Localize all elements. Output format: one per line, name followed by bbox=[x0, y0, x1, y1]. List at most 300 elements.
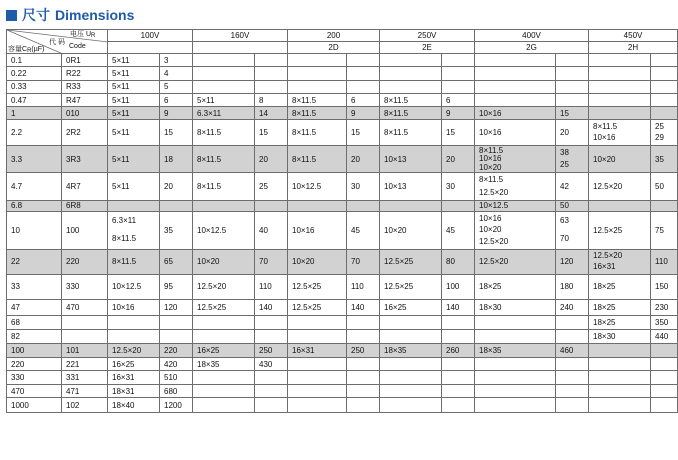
cell-line: 10×20 bbox=[479, 225, 502, 235]
ripple-current-cell: 230 bbox=[651, 299, 678, 316]
table-row bbox=[7, 67, 678, 80]
ripple-current-cell bbox=[556, 80, 589, 93]
ripple-current-cell: 110 bbox=[255, 274, 288, 299]
size-cell: 16×25 bbox=[380, 299, 442, 316]
size-cell bbox=[589, 200, 651, 211]
ripple-current-cell: 70 bbox=[347, 249, 380, 274]
size-cell bbox=[380, 371, 442, 385]
size-cell: 8×11.5 bbox=[193, 120, 255, 146]
size-cell bbox=[475, 330, 556, 344]
ripple-current-cell bbox=[347, 67, 380, 80]
size-cell: 18×35 bbox=[475, 344, 556, 358]
size-cell: 5×11 bbox=[108, 67, 160, 80]
code-cell: R47 bbox=[62, 93, 108, 106]
size-cell: 5×11 bbox=[108, 120, 160, 146]
capacitance-cell: 1 bbox=[7, 107, 62, 120]
table-row bbox=[7, 145, 678, 173]
size-cell: 10×20 bbox=[288, 249, 347, 274]
size-cell: 18×25 bbox=[589, 274, 651, 299]
code-header-400v: 2G bbox=[475, 42, 589, 54]
code-cell: 6R8 bbox=[62, 200, 108, 211]
size-cell bbox=[193, 398, 255, 413]
ripple-current-cell bbox=[160, 316, 193, 330]
size-cell: 16×25 bbox=[108, 357, 160, 371]
ripple-current-cell: 40 bbox=[255, 211, 288, 249]
table-row bbox=[7, 93, 678, 106]
cell-line: 70 bbox=[560, 233, 569, 243]
cell-line: 6.3×11 bbox=[112, 216, 137, 226]
size-cell bbox=[288, 384, 347, 398]
cell-line: 10×16 bbox=[479, 154, 502, 164]
code-cell: 331 bbox=[62, 371, 108, 385]
multi-line-cell bbox=[479, 147, 551, 172]
ripple-current-cell: 430 bbox=[255, 357, 288, 371]
ripple-current-cell: 20 bbox=[556, 120, 589, 146]
table-row bbox=[7, 316, 678, 330]
ripple-current-cell bbox=[556, 54, 589, 67]
ripple-current-cell bbox=[255, 330, 288, 344]
code-header-160v bbox=[193, 42, 288, 54]
capacitance-cell: 33 bbox=[7, 274, 62, 299]
ripple-current-cell bbox=[347, 316, 380, 330]
cell-line: 10×16 bbox=[479, 213, 502, 223]
ripple-current-cell bbox=[255, 316, 288, 330]
size-cell bbox=[288, 330, 347, 344]
size-cell bbox=[288, 316, 347, 330]
capacitance-cell: 0.22 bbox=[7, 67, 62, 80]
size-cell bbox=[589, 107, 651, 120]
size-cell bbox=[475, 54, 556, 67]
size-cell: 10×12.5 bbox=[475, 200, 556, 211]
ripple-current-cell: 510 bbox=[160, 371, 193, 385]
multi-line-cell bbox=[593, 121, 646, 144]
size-cell bbox=[475, 384, 556, 398]
size-cell bbox=[288, 357, 347, 371]
size-cell bbox=[193, 200, 255, 211]
cell-line: 12.5×20 bbox=[479, 187, 509, 197]
table-row bbox=[7, 398, 678, 413]
table-row bbox=[7, 200, 678, 211]
multi-line-cell bbox=[112, 213, 155, 248]
cell-line: 25 bbox=[560, 160, 569, 170]
size-cell: 18×35 bbox=[380, 344, 442, 358]
ripple-current-cell: 120 bbox=[160, 299, 193, 316]
ripple-current-cell bbox=[255, 384, 288, 398]
cell-line: 63 bbox=[560, 216, 569, 226]
ripple-current-cell bbox=[556, 316, 589, 330]
ripple-current-cell: 18 bbox=[160, 145, 193, 173]
size-cell bbox=[288, 398, 347, 413]
size-cell: 16×31 bbox=[108, 371, 160, 385]
size-cell bbox=[193, 371, 255, 385]
ripple-current-cell: 15 bbox=[556, 107, 589, 120]
ripple-current-cell bbox=[255, 54, 288, 67]
code-cell: 4R7 bbox=[62, 173, 108, 201]
ripple-current-cell: 45 bbox=[347, 211, 380, 249]
code-cell: R33 bbox=[62, 80, 108, 93]
capacitance-cell: 82 bbox=[7, 330, 62, 344]
size-cell: 5×11 bbox=[108, 93, 160, 106]
ripple-current-cell: 30 bbox=[347, 173, 380, 201]
capacitance-cell: 22 bbox=[7, 249, 62, 274]
ripple-current-cell bbox=[651, 120, 678, 146]
capacitance-cell: 0.47 bbox=[7, 93, 62, 106]
ripple-current-cell bbox=[556, 371, 589, 385]
size-cell bbox=[380, 67, 442, 80]
ripple-current-cell bbox=[556, 93, 589, 106]
ripple-current-cell: 6 bbox=[160, 93, 193, 106]
code-cell: 100 bbox=[62, 211, 108, 249]
size-cell bbox=[475, 67, 556, 80]
size-cell: 12.5×20 bbox=[193, 274, 255, 299]
size-cell bbox=[193, 316, 255, 330]
size-cell: 12.5×20 bbox=[475, 249, 556, 274]
capacitance-cell: 1000 bbox=[7, 398, 62, 413]
ripple-current-cell bbox=[442, 357, 475, 371]
ripple-current-cell: 420 bbox=[160, 357, 193, 371]
multi-line-cell bbox=[479, 213, 551, 248]
code-cell: 220 bbox=[62, 249, 108, 274]
size-cell bbox=[475, 93, 556, 106]
header-row-voltage bbox=[7, 30, 678, 42]
size-cell bbox=[589, 357, 651, 371]
ripple-current-cell: 9 bbox=[160, 107, 193, 120]
ripple-current-cell bbox=[556, 398, 589, 413]
size-cell: 5×11 bbox=[193, 93, 255, 106]
code-cell: R22 bbox=[62, 67, 108, 80]
size-cell: 5×11 bbox=[108, 145, 160, 173]
size-cell: 18×25 bbox=[589, 316, 651, 330]
ripple-current-cell: 95 bbox=[160, 274, 193, 299]
ripple-current-cell bbox=[255, 398, 288, 413]
capacitance-cell: 47 bbox=[7, 299, 62, 316]
size-cell bbox=[380, 200, 442, 211]
ripple-current-cell: 140 bbox=[442, 299, 475, 316]
ripple-current-cell: 5 bbox=[160, 80, 193, 93]
multi-line-cell bbox=[593, 251, 646, 273]
size-cell bbox=[380, 316, 442, 330]
size-cell: 8×11.5 bbox=[193, 173, 255, 201]
ripple-current-cell: 150 bbox=[651, 274, 678, 299]
size-cell bbox=[288, 371, 347, 385]
size-cell: 8×11.5 bbox=[288, 93, 347, 106]
ripple-current-cell: 35 bbox=[651, 145, 678, 173]
ripple-current-cell bbox=[651, 344, 678, 358]
cell-line: 10×16 bbox=[593, 133, 616, 143]
ripple-current-cell bbox=[442, 398, 475, 413]
ripple-current-cell bbox=[442, 371, 475, 385]
size-cell bbox=[193, 67, 255, 80]
ripple-current-cell: 680 bbox=[160, 384, 193, 398]
ripple-current-cell: 6 bbox=[347, 93, 380, 106]
ripple-current-cell bbox=[347, 384, 380, 398]
size-cell: 10×16 bbox=[475, 120, 556, 146]
cell-line: 25 bbox=[655, 121, 664, 131]
size-cell: 10×20 bbox=[380, 211, 442, 249]
size-cell bbox=[475, 80, 556, 93]
size-cell: 18×25 bbox=[475, 274, 556, 299]
ripple-current-cell bbox=[255, 80, 288, 93]
multi-line-cell bbox=[560, 147, 584, 172]
capacitance-cell: 220 bbox=[7, 357, 62, 371]
ripple-current-cell bbox=[347, 200, 380, 211]
code-cell: 470 bbox=[62, 299, 108, 316]
size-cell bbox=[589, 67, 651, 80]
ripple-current-cell bbox=[651, 371, 678, 385]
ripple-current-cell bbox=[347, 371, 380, 385]
size-cell: 12.5×25 bbox=[193, 299, 255, 316]
ripple-current-cell bbox=[651, 54, 678, 67]
voltage-header-100v: 100V bbox=[108, 30, 193, 42]
size-cell bbox=[108, 200, 160, 211]
ripple-current-cell bbox=[160, 200, 193, 211]
size-cell bbox=[380, 80, 442, 93]
size-cell: 5×11 bbox=[108, 80, 160, 93]
ripple-current-cell bbox=[556, 67, 589, 80]
ripple-current-cell: 6 bbox=[442, 93, 475, 106]
voltage-header-450v: 450V bbox=[589, 30, 678, 42]
ripple-current-cell: 9 bbox=[347, 107, 380, 120]
table-row bbox=[7, 299, 678, 316]
size-cell: 12.5×20 bbox=[108, 344, 160, 358]
ripple-current-cell bbox=[255, 371, 288, 385]
size-cell: 10×13 bbox=[380, 145, 442, 173]
size-cell bbox=[288, 54, 347, 67]
voltage-header-250v: 250V bbox=[380, 30, 475, 42]
ripple-current-cell: 20 bbox=[255, 145, 288, 173]
cell-line: 8×11.5 bbox=[593, 121, 618, 131]
size-cell: 8×11.5 bbox=[380, 93, 442, 106]
size-cell bbox=[108, 316, 160, 330]
size-cell bbox=[589, 384, 651, 398]
size-cell bbox=[589, 249, 651, 274]
ripple-current-cell: 14 bbox=[255, 107, 288, 120]
size-cell: 5×11 bbox=[108, 54, 160, 67]
size-cell: 8×11.5 bbox=[380, 107, 442, 120]
cell-line: 38 bbox=[560, 147, 569, 157]
size-cell: 12.5×25 bbox=[380, 274, 442, 299]
ripple-current-cell bbox=[255, 200, 288, 211]
cell-line: 16×31 bbox=[593, 262, 616, 272]
ripple-current-cell bbox=[651, 357, 678, 371]
ripple-current-cell: 80 bbox=[442, 249, 475, 274]
ripple-current-cell: 30 bbox=[442, 173, 475, 201]
ripple-current-cell: 20 bbox=[160, 173, 193, 201]
size-cell bbox=[380, 384, 442, 398]
ripple-current-cell: 240 bbox=[556, 299, 589, 316]
ripple-current-cell bbox=[651, 80, 678, 93]
ripple-current-cell: 440 bbox=[651, 330, 678, 344]
ripple-current-cell bbox=[651, 67, 678, 80]
ripple-current-cell: 15 bbox=[442, 120, 475, 146]
cell-line: 10×20 bbox=[479, 162, 502, 172]
size-cell: 10×16 bbox=[475, 107, 556, 120]
table-row bbox=[7, 371, 678, 385]
size-cell: 12.5×25 bbox=[589, 211, 651, 249]
ripple-current-cell bbox=[556, 330, 589, 344]
capacitance-cell: 10 bbox=[7, 211, 62, 249]
table-row bbox=[7, 120, 678, 146]
size-cell bbox=[380, 357, 442, 371]
table-row bbox=[7, 54, 678, 67]
size-cell: 6.3×11 bbox=[193, 107, 255, 120]
ripple-current-cell bbox=[556, 357, 589, 371]
size-cell bbox=[475, 173, 556, 201]
ripple-current-cell: 1200 bbox=[160, 398, 193, 413]
capacitance-cell: 470 bbox=[7, 384, 62, 398]
size-cell bbox=[475, 371, 556, 385]
voltage-header-200: 200 bbox=[288, 30, 380, 42]
capacitance-cell: 6.8 bbox=[7, 200, 62, 211]
code-cell: 3R3 bbox=[62, 145, 108, 173]
code-cell: 221 bbox=[62, 357, 108, 371]
capacitance-cell: 2.2 bbox=[7, 120, 62, 146]
size-cell: 12.5×20 bbox=[589, 173, 651, 201]
size-cell: 18×40 bbox=[108, 398, 160, 413]
ripple-current-cell: 110 bbox=[651, 249, 678, 274]
multi-line-cell bbox=[655, 121, 673, 144]
capacitance-cell: 0.1 bbox=[7, 54, 62, 67]
dimensions-table bbox=[6, 29, 678, 413]
ripple-current-cell bbox=[556, 384, 589, 398]
code-cell bbox=[62, 330, 108, 344]
table-row bbox=[7, 384, 678, 398]
table-row bbox=[7, 344, 678, 358]
size-cell: 18×35 bbox=[193, 357, 255, 371]
ripple-current-cell: 4 bbox=[160, 67, 193, 80]
size-cell: 18×30 bbox=[475, 299, 556, 316]
ripple-current-cell: 180 bbox=[556, 274, 589, 299]
ripple-current-cell bbox=[651, 93, 678, 106]
code-header-label-en: Code bbox=[69, 43, 86, 50]
multi-line-cell bbox=[479, 174, 551, 199]
size-cell: 8×11.5 bbox=[108, 249, 160, 274]
cell-line: 29 bbox=[655, 133, 664, 143]
size-cell: 18×30 bbox=[589, 330, 651, 344]
ripple-current-cell: 20 bbox=[442, 145, 475, 173]
code-cell: 101 bbox=[62, 344, 108, 358]
size-cell: 10×20 bbox=[589, 145, 651, 173]
ripple-current-cell: 250 bbox=[255, 344, 288, 358]
section-title bbox=[6, 4, 134, 26]
code-header-250v: 2E bbox=[380, 42, 475, 54]
ripple-current-cell bbox=[651, 398, 678, 413]
ripple-current-cell: 35 bbox=[160, 211, 193, 249]
size-cell: 12.5×25 bbox=[288, 299, 347, 316]
code-cell: 471 bbox=[62, 384, 108, 398]
cell-line: 8×11.5 bbox=[479, 145, 504, 155]
size-cell bbox=[589, 398, 651, 413]
size-cell: 10×16 bbox=[108, 299, 160, 316]
size-cell bbox=[589, 54, 651, 67]
ripple-current-cell bbox=[442, 384, 475, 398]
size-cell: 18×31 bbox=[108, 384, 160, 398]
size-cell bbox=[475, 316, 556, 330]
ripple-current-cell: 140 bbox=[347, 299, 380, 316]
capacitance-cell: 0.33 bbox=[7, 80, 62, 93]
capacitance-cell: 330 bbox=[7, 371, 62, 385]
table-row bbox=[7, 330, 678, 344]
size-cell: 8×11.5 bbox=[288, 107, 347, 120]
code-header-label-cn: 代 码 bbox=[49, 39, 65, 46]
ripple-current-cell: 15 bbox=[255, 120, 288, 146]
ripple-current-cell bbox=[651, 384, 678, 398]
ripple-current-cell bbox=[651, 107, 678, 120]
title-en: Dimensions bbox=[55, 7, 135, 23]
ripple-current-cell: 350 bbox=[651, 316, 678, 330]
ripple-current-cell bbox=[347, 398, 380, 413]
table-row bbox=[7, 211, 678, 249]
header-corner-cell bbox=[7, 30, 108, 54]
size-cell bbox=[589, 80, 651, 93]
size-cell bbox=[589, 371, 651, 385]
size-cell: 16×31 bbox=[288, 344, 347, 358]
ripple-current-cell: 140 bbox=[255, 299, 288, 316]
cell-line: 8×11.5 bbox=[479, 175, 504, 185]
ripple-current-cell: 100 bbox=[442, 274, 475, 299]
size-cell: 8×11.5 bbox=[193, 145, 255, 173]
size-cell bbox=[475, 357, 556, 371]
size-cell bbox=[193, 384, 255, 398]
ripple-current-cell bbox=[347, 357, 380, 371]
ripple-current-cell: 50 bbox=[651, 173, 678, 201]
capacitance-cell: 3.3 bbox=[7, 145, 62, 173]
size-cell bbox=[193, 80, 255, 93]
size-cell bbox=[475, 211, 556, 249]
size-cell bbox=[108, 330, 160, 344]
size-cell: 10×12.5 bbox=[193, 211, 255, 249]
size-cell: 10×20 bbox=[193, 249, 255, 274]
capacitance-cell: 4.7 bbox=[7, 173, 62, 201]
size-cell: 10×12.5 bbox=[108, 274, 160, 299]
title-cn: 尺寸 bbox=[22, 8, 50, 24]
code-cell: 2R2 bbox=[62, 120, 108, 146]
size-cell: 10×12.5 bbox=[288, 173, 347, 201]
ripple-current-cell: 250 bbox=[347, 344, 380, 358]
ripple-current-cell: 42 bbox=[556, 173, 589, 201]
voltage-header-400v: 400V bbox=[475, 30, 589, 42]
size-cell: 18×25 bbox=[589, 299, 651, 316]
ripple-current-cell: 15 bbox=[160, 120, 193, 146]
ripple-current-cell: 25 bbox=[255, 173, 288, 201]
capacitance-header-label: 容量$C_R(\mu F)$ bbox=[8, 46, 45, 54]
ripple-current-cell bbox=[255, 67, 288, 80]
code-cell bbox=[62, 316, 108, 330]
ripple-current-cell: 65 bbox=[160, 249, 193, 274]
ripple-current-cell: 260 bbox=[442, 344, 475, 358]
table-row bbox=[7, 249, 678, 274]
voltage-header-label: 电压 $U_R$ bbox=[70, 31, 96, 39]
size-cell: 8×11.5 bbox=[380, 120, 442, 146]
ripple-current-cell bbox=[556, 211, 589, 249]
code-header-100v bbox=[108, 42, 193, 54]
size-cell bbox=[475, 145, 556, 173]
cell-line: 8×11.5 bbox=[112, 233, 137, 243]
size-cell bbox=[288, 200, 347, 211]
ripple-current-cell bbox=[442, 80, 475, 93]
capacitance-cell: 100 bbox=[7, 344, 62, 358]
ripple-current-cell bbox=[347, 80, 380, 93]
size-cell: 5×11 bbox=[108, 107, 160, 120]
size-cell bbox=[589, 344, 651, 358]
code-cell: 0R1 bbox=[62, 54, 108, 67]
ripple-current-cell bbox=[442, 330, 475, 344]
table-row bbox=[7, 274, 678, 299]
ripple-current-cell: 70 bbox=[255, 249, 288, 274]
square-bullet-icon bbox=[6, 10, 17, 21]
size-cell: 10×16 bbox=[288, 211, 347, 249]
code-header-450v: 2H bbox=[589, 42, 678, 54]
